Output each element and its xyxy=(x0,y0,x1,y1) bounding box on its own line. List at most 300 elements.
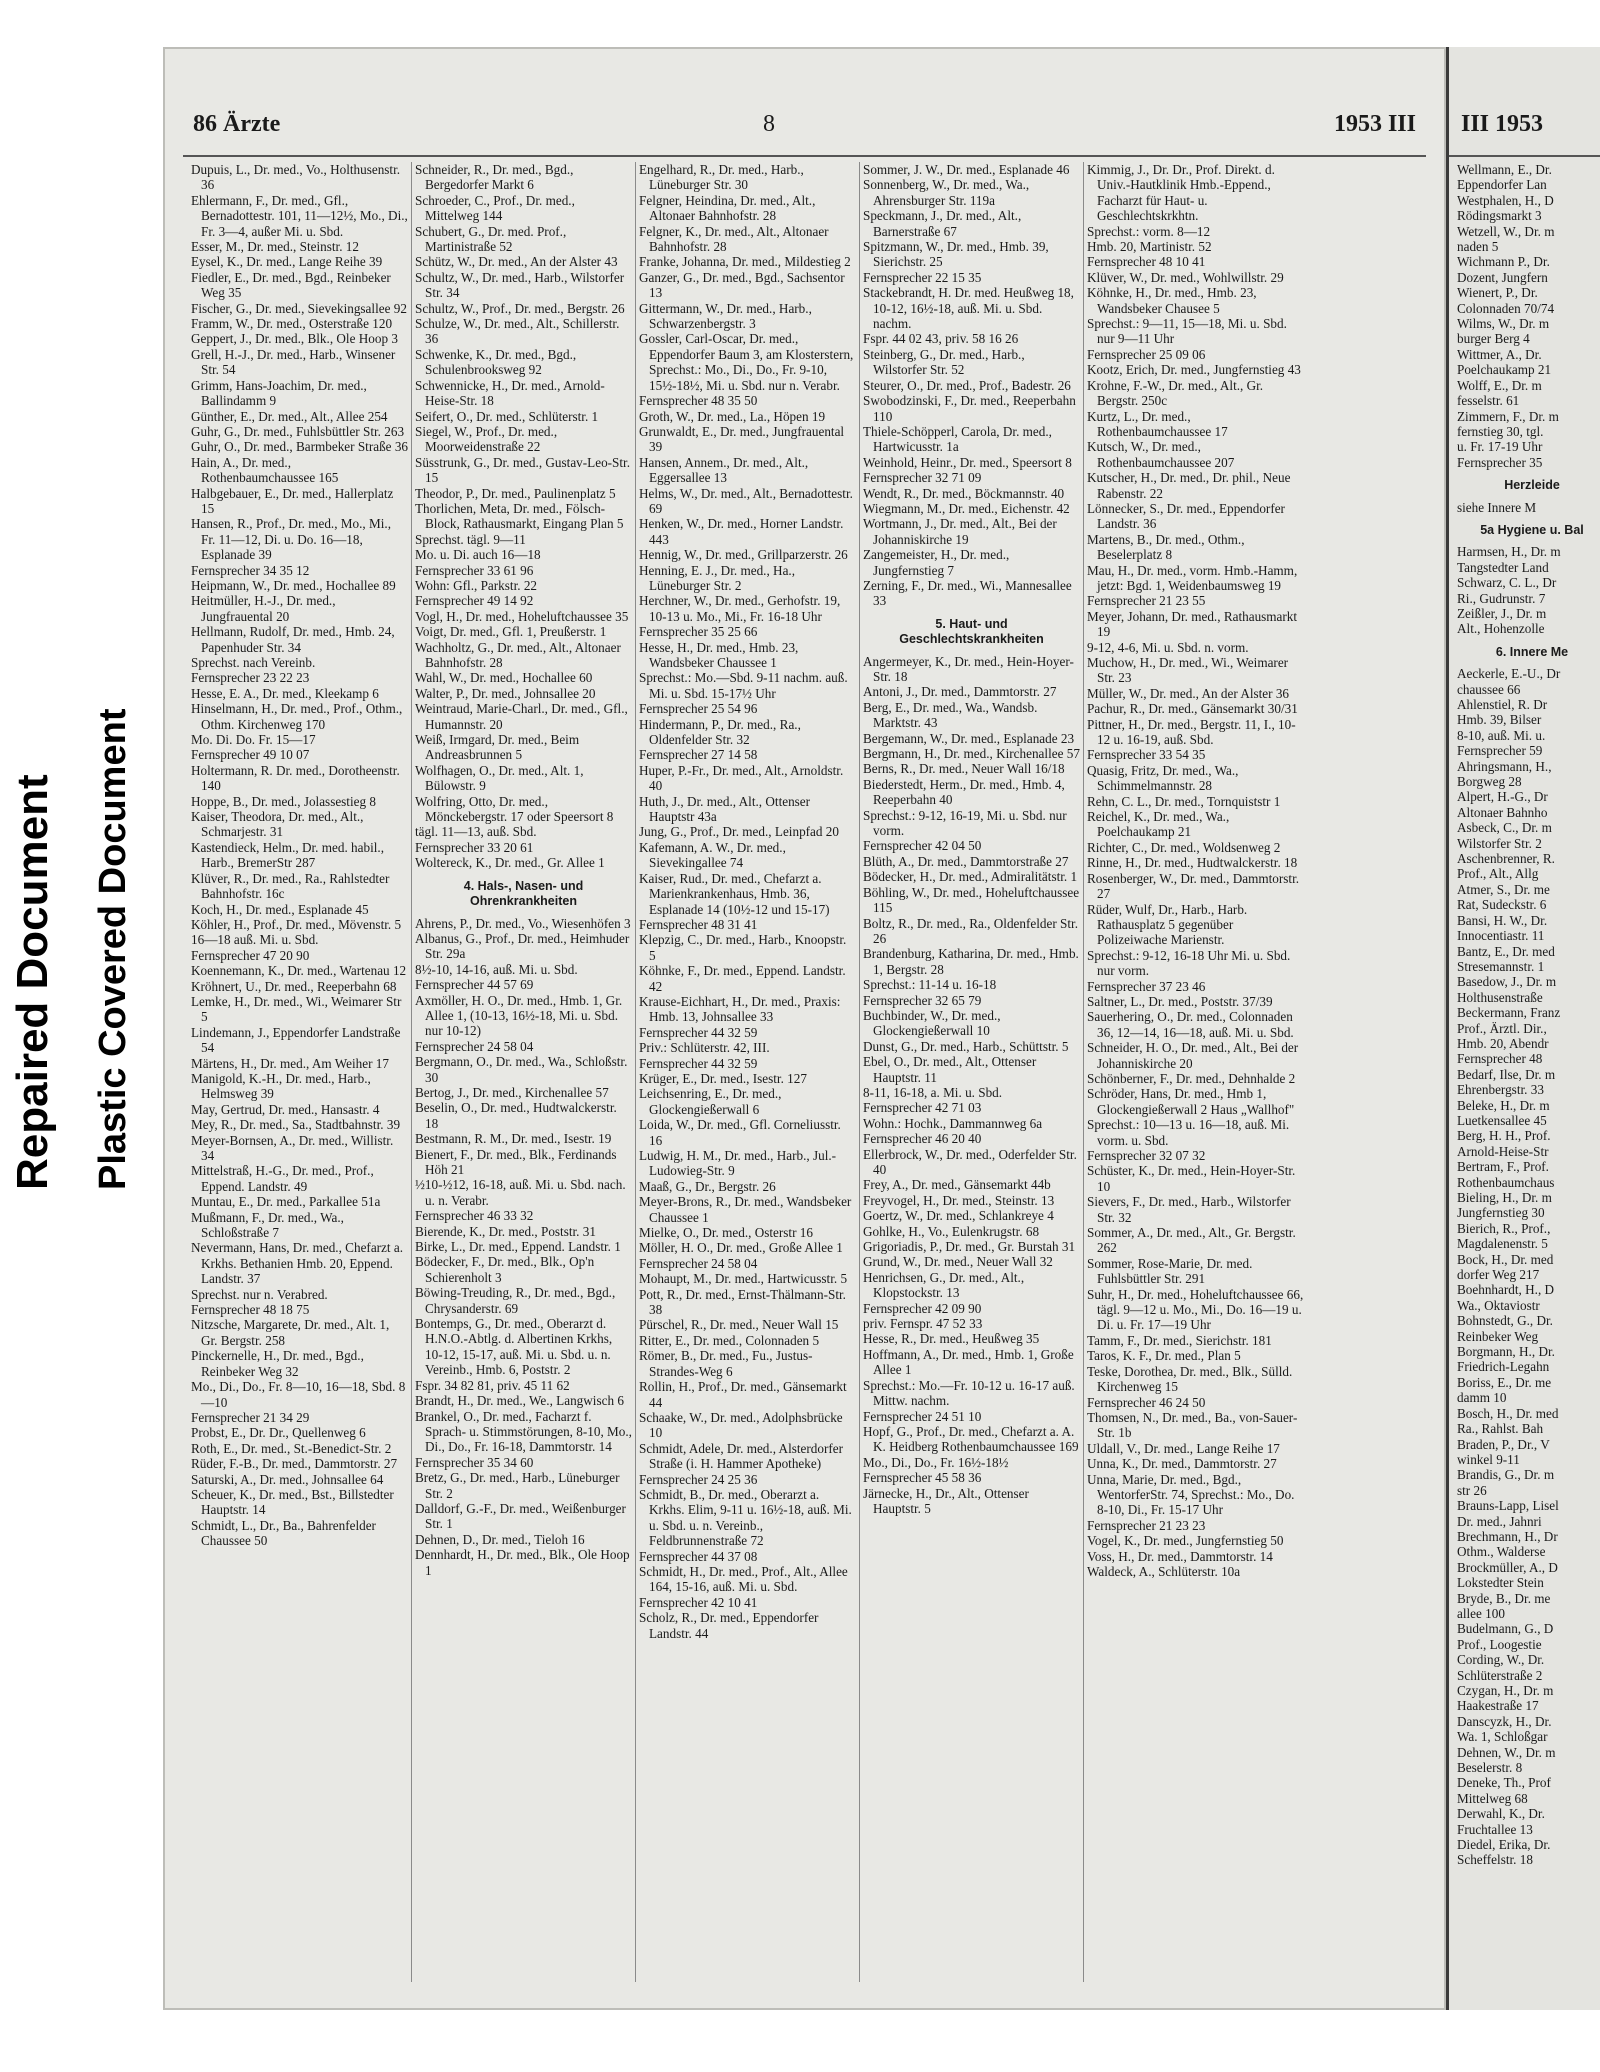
directory-entry: Atmer, S., Dr. me xyxy=(1457,881,1550,897)
directory-entry: damm 10 xyxy=(1457,1390,1507,1406)
directory-entry: str 26 xyxy=(1457,1482,1487,1498)
directory-entry: Fernsprecher 48 18 75 xyxy=(191,1302,310,1318)
section-heading: 4. Hals-, Nasen- und Ohrenkrankheiten xyxy=(463,878,584,909)
directory-entry: Sommer, J. W., Dr. med., Esplanade 46 xyxy=(863,162,1070,177)
directory-entry: Koennemann, K., Dr. med., Wartenau 12 xyxy=(191,963,407,979)
directory-entry: Derwahl, K., Dr. xyxy=(1457,1806,1545,1822)
directory-entry: Berg, H. H., Prof. xyxy=(1457,1128,1551,1144)
directory-entry: Bergmann, O., Dr. med., Wa., Schloßstr. 30 xyxy=(415,1054,628,1085)
directory-entry: Leichsenring, E., Dr. med., Glockengießerwall 6 xyxy=(639,1086,782,1117)
directory-entry: Märtens, H., Dr. med., Am Weiher 17 xyxy=(191,1055,389,1071)
directory-entry: Berns, R., Dr. med., Neuer Wall 16/18 xyxy=(863,761,1065,777)
directory-entry: Kröhnert, U., Dr. med., Reeperbahn 68 xyxy=(191,978,397,994)
directory-entry: Dupuis, L., Dr. med., Vo., Holthusenstr. 36 xyxy=(191,162,401,193)
directory-entry: Teske, Dorothea, Dr. med., Blk., Sülld. Kirchenweg 15 xyxy=(1087,1363,1293,1395)
directory-entry: Brandenburg, Katharina, Dr. med., Hmb. 1, Bergstr. 28 xyxy=(863,946,1079,977)
directory-entry: Framm, W., Dr. med., Osterstraße 120 xyxy=(191,316,393,332)
directory-entry: Nitzsche, Margarete, Dr. med., Alt. 1, Gr. Bergstr. 258 xyxy=(191,1317,390,1348)
directory-entry: Hesse, H., Dr. med., Hmb. 23, Wandsbeker Chaussee 1 xyxy=(639,639,799,670)
directory-entry: Schultz, W., Dr. med., Harb., Wilstorfer Str. 34 xyxy=(415,269,625,301)
directory-entry: Fernsprecher 21 23 23 xyxy=(1087,1517,1206,1533)
directory-entry: Schröder, Hans, Dr. med., Hmb 1, Glockengießerwall 2 Haus „Wallhof" xyxy=(1087,1086,1295,1117)
directory-entry: Muntau, E., Dr. med., Parkallee 51a xyxy=(191,1194,381,1210)
directory-entry: Antoni, J., Dr. med., Dammtorstr. 27 xyxy=(863,684,1057,700)
directory-entry: Freyvogel, H., Dr. med., Steinstr. 13 xyxy=(863,1192,1055,1208)
directory-entry: Fernsprecher 42 04 50 xyxy=(863,838,982,854)
directory-entry: Wohn.: Hochk., Dammannweg 6a xyxy=(863,1115,1043,1131)
directory-entry: Tamm, F., Dr. med., Sierichstr. 181 xyxy=(1087,1332,1272,1348)
directory-entry: Voss, H., Dr. med., Dammtorstr. 14 xyxy=(1087,1548,1273,1564)
directory-entry: Ahlenstiel, R. Dr xyxy=(1457,697,1548,712)
directory-entry: Kimmig, J., Dr. Dr., Prof. Direkt. d. Univ.-Hautklinik Hmb.-Eppend., Facharzt für Haut- u. Geschlechtskrkhtn. xyxy=(1087,162,1275,224)
directory-entry: Heitmüller, H.-J., Dr. med., Jungfrauental 20 xyxy=(191,593,336,624)
directory-entry: Alt., Hohenzolle xyxy=(1457,621,1545,637)
directory-entry: Engelhard, R., Dr. med., Harb., Lüneburger Str. 30 xyxy=(639,162,804,193)
directory-entry: Fernsprecher 23 22 23 xyxy=(191,670,310,686)
directory-entry: Fspr. 34 82 81, priv. 45 11 62 xyxy=(415,1377,570,1393)
side-labels xyxy=(0,0,160,2072)
directory-entry: Meyer-Brons, R., Dr. med., Wandsbeker Chaussee 1 xyxy=(639,1194,852,1225)
directory-entry: siehe Innere M xyxy=(1457,499,1537,515)
directory-entry: 9-12, 4-6, Mi. u. Sbd. n. vorm. xyxy=(1087,639,1249,655)
directory-entry: Rödingsmarkt 3 xyxy=(1457,208,1542,224)
directory-entry: Martens, B., Dr. med., Othm., Beselerplatz 8 xyxy=(1087,531,1245,563)
directory-entry: Kutsch, W., Dr. med., Rothenbaumchaussee 207 xyxy=(1087,439,1235,470)
directory-entry: Schütz, W., Dr. med., An der Alster 43 xyxy=(415,254,618,270)
directory-entry: Halbgebauer, E., Dr. med., Hallerplatz 15 xyxy=(191,485,394,516)
directory-entry: Fernsprecher 22 15 35 xyxy=(863,269,982,285)
directory-entry: Mittelweg 68 xyxy=(1457,1790,1528,1806)
directory-entry: Wolff, E., Dr. m xyxy=(1457,377,1542,393)
directory-entry: Probst, E., Dr. Dr., Quellenweg 6 xyxy=(191,1425,366,1441)
directory-columns xyxy=(188,162,1428,1982)
directory-entry: Pittner, H., Dr. med., Bergstr. 11, I., 10-12 u. 16-19, auß. Sbd. xyxy=(1087,716,1296,748)
directory-entry: Kutscher, H., Dr. med., Dr. phil., Neue Rabenstr. 22 xyxy=(1087,470,1291,501)
directory-entry: Bödecker, H., Dr. med., Admiralitätstr. 1 xyxy=(863,869,1078,885)
directory-entry: Budelmann, G., D xyxy=(1457,1621,1554,1637)
directory-entry: Schultz, W., Prof., Dr. med., Bergstr. 26 xyxy=(415,300,625,316)
directory-entry: Brauns-Lapp, Lisel xyxy=(1457,1498,1559,1514)
directory-entry: Kaiser, Theodora, Dr. med., Alt., Schmarjestr. 31 xyxy=(191,809,364,840)
directory-entry: Fernsprecher 47 20 90 xyxy=(191,947,310,963)
directory-entry: Schüster, K., Dr. med., Hein-Hoyer-Str. 10 xyxy=(1087,1163,1296,1194)
directory-entry: Bierende, K., Dr. med., Poststr. 31 xyxy=(415,1223,596,1239)
directory-entry: Fernsprecher 24 58 04 xyxy=(639,1255,758,1271)
directory-entry: Muchow, H., Dr. med., Wi., Weimarer Str. 23 xyxy=(1087,655,1289,686)
directory-entry: Esser, M., Dr. med., Steinstr. 12 xyxy=(191,239,359,255)
directory-entry: Swobodzinski, F., Dr. med., Reeperbahn 110 xyxy=(863,393,1076,424)
directory-entry: Herchner, W., Dr. med., Gerhofstr. 19, 10-13 u. Mo., Mi., Fr. 16-18 Uhr xyxy=(639,593,841,624)
directory-entry: Birke, L., Dr. med., Eppend. Landstr. 1 xyxy=(415,1239,621,1255)
directory-entry: Walter, P., Dr. med., Johnsallee 20 xyxy=(415,685,596,701)
directory-entry: Suhr, H., Dr. med., Hoheluftchaussee 66, tägl. 9—12 u. Mo., Mi., Do. 16—19 u. Di. u. Fr. 17—19 Uhr xyxy=(1087,1286,1304,1333)
directory-entry: Scheuer, K., Dr. med., Bst., Billstedter Hauptstr. 14 xyxy=(191,1486,394,1518)
directory-entry: Friedrich-Legahn xyxy=(1457,1359,1550,1375)
directory-entry: Brockmüller, A., D xyxy=(1457,1559,1558,1575)
directory-entry: Sprechst. tägl. 9—11 xyxy=(415,531,526,547)
directory-entry: Günther, E., Dr. med., Alt., Allee 254 xyxy=(191,408,388,424)
directory-entry: Bontemps, G., Dr. med., Oberarzt d. H.N.O.-Abtlg. d. Albertinen Krkhs, 10-12, 15-17, auß. Mi. u. Sbd. u. n. Vereinb., Hmb. 6, Poststr. 2 xyxy=(415,1316,613,1378)
directory-entry: Wortmann, J., Dr. med., Alt., Bei der Johanniskirche 19 xyxy=(863,516,1057,547)
directory-entry: Fernsprecher 37 23 46 xyxy=(1087,978,1206,994)
directory-entry: Woltereck, K., Dr. med., Gr. Allee 1 xyxy=(415,855,605,871)
directory-entry: Fischer, G., Dr. med., Sievekingsallee 92 xyxy=(191,300,407,316)
directory-entry: Bertog, J., Dr. med., Kirchenallee 57 xyxy=(415,1084,609,1100)
directory-entry: Pinckernelle, H., Dr. med., Bgd., Reinbeker Weg 32 xyxy=(191,1348,364,1379)
directory-entry: Boltz, R., Dr. med., Ra., Oldenfelder Str. 26 xyxy=(863,915,1078,946)
directory-entry: Lönnecker, S., Dr. med., Eppendorfer Landstr. 36 xyxy=(1087,500,1285,532)
directory-entry: Rüder, F.-B., Dr. med., Dammtorstr. 27 xyxy=(191,1456,398,1472)
directory-entry: Sonnenberg, W., Dr. med., Wa., Ahrensburger Str. 119a xyxy=(863,177,1030,208)
directory-page xyxy=(163,47,1446,2010)
directory-entry: Vogel, K., Dr. med., Jungfernstieg 50 xyxy=(1087,1533,1284,1549)
directory-entry: Saltner, L., Dr. med., Poststr. 37/39 xyxy=(1087,993,1273,1009)
directory-entry: Speckmann, J., Dr. med., Alt., Barnerstraße 67 xyxy=(863,208,1022,239)
directory-entry: Koch, H., Dr. med., Esplanade 45 xyxy=(191,901,369,917)
directory-entry: Schönberner, F., Dr. med., Dehnhalde 2 xyxy=(1087,1070,1296,1086)
directory-entry: Zerning, F., Dr. med., Wi., Mannesallee 33 xyxy=(863,577,1072,609)
directory-entry: Colonnaden 70/74 xyxy=(1457,300,1555,316)
directory-entry: Schneider, H. O., Dr. med., Alt., Bei der Johanniskirche 20 xyxy=(1087,1040,1299,1071)
directory-entry: Prof., Ärztl. Dir., xyxy=(1457,1020,1547,1036)
directory-entry: u. Fr. 17-19 Uhr xyxy=(1457,439,1543,455)
directory-entry: Wendt, R., Dr. med., Böckmannstr. 40 xyxy=(863,485,1065,501)
directory-entry: Schubert, G., Dr. med. Prof., Martinistraße 52 xyxy=(415,223,567,255)
directory-entry: Albanus, G., Prof., Dr. med., Heimhuder Str. 29a xyxy=(415,930,630,962)
directory-entry: Böhling, W., Dr. med., Hoheluftchaussee 115 xyxy=(863,884,1080,916)
directory-entry: Fernsprecher 46 20 40 xyxy=(863,1131,982,1147)
directory-entry: Römer, B., Dr. med., Fu., Justus-Strandes-Weg 6 xyxy=(639,1348,813,1379)
directory-entry: Sprechst.: 9-12, 16-19, Mi. u. Sbd. nur vorm. xyxy=(863,807,1067,839)
directory-entry: Huth, J., Dr. med., Alt., Ottenser Hauptstr 43a xyxy=(639,793,811,825)
directory-entry: Fernsprecher 35 25 66 xyxy=(639,624,758,640)
directory-entry: Fspr. 44 02 43, priv. 58 16 26 xyxy=(863,331,1019,347)
directory-entry: Basedow, J., Dr. m xyxy=(1457,974,1557,990)
directory-entry: Weintraud, Marie-Charl., Dr. med., Gfl., Humannstr. 20 xyxy=(415,701,628,732)
directory-entry: Mo., Di., Do., Fr. 16½-18½ xyxy=(863,1454,1009,1470)
directory-entry: Bödecker, F., Dr. med., Blk., Op'n Schierenholt 3 xyxy=(415,1254,595,1285)
directory-entry: Wilms, W., Dr. m xyxy=(1457,316,1550,332)
facing-page-edge xyxy=(1446,47,1600,2010)
directory-entry: Boehnhardt, H., D xyxy=(1457,1282,1555,1298)
directory-entry: Hmb. 20, Martinistr. 52 xyxy=(1087,239,1212,255)
directory-entry: Fruchtallee 13 xyxy=(1457,1821,1533,1837)
directory-entry: Eysel, K., Dr. med., Lange Reihe 39 xyxy=(191,254,383,270)
directory-entry: Schmidt, Adele, Dr. med., Alsterdorfer Straße (i. H. Hammer Apotheke) xyxy=(639,1440,843,1472)
directory-column-5 xyxy=(1084,162,1308,1982)
directory-entry: Schlüterstraße 2 xyxy=(1457,1667,1543,1683)
directory-entry: Bryde, B., Dr. me xyxy=(1457,1590,1551,1606)
directory-entry: Hoppe, B., Dr. med., Jolassestieg 8 xyxy=(191,793,376,809)
directory-entry: Wolfring, Otto, Dr. med., Mönckebergstr. 17 oder Speersort 8 xyxy=(415,793,614,825)
directory-entry: 16—18 auß. Mi. u. Sbd. xyxy=(191,932,319,948)
directory-entry: Goertz, W., Dr. med., Schlankreye 4 xyxy=(863,1208,1054,1224)
directory-entry: Schwenke, K., Dr. med., Bgd., Schulenbrooksweg 92 xyxy=(415,346,577,378)
directory-entry: Bertram, F., Prof. xyxy=(1457,1159,1549,1175)
directory-entry: Sommer, A., Dr. med., Alt., Gr. Bergstr. 262 xyxy=(1087,1225,1296,1256)
directory-entry: Sprechst.: 9—11, 15—18, Mi. u. Sbd. nur 9—11 Uhr xyxy=(1087,316,1287,347)
directory-entry: Fernsprecher 35 34 60 xyxy=(415,1454,534,1470)
directory-entry: Sommer, Rose-Marie, Dr. med. Fuhlsbüttler Str. 291 xyxy=(1087,1255,1253,1287)
directory-entry: Reichel, K., Dr. med., Wa., Poelchaukamp 21 xyxy=(1087,809,1230,840)
directory-entry: Gohlke, H., Vo., Eulenkrugstr. 68 xyxy=(863,1223,1040,1239)
directory-entry: Scheffelstr. 18 xyxy=(1457,1852,1533,1868)
directory-entry: Fernsprecher 49 14 92 xyxy=(415,593,534,609)
directory-entry: Guhr, O., Dr. med., Barmbeker Straße 36 xyxy=(191,439,409,455)
directory-entry: Angermeyer, K., Dr. med., Hein-Hoyer-Str. 18 xyxy=(863,653,1074,684)
directory-entry: Fernsprecher 33 54 35 xyxy=(1087,747,1206,763)
directory-entry: Wohn: Gfl., Parkstr. 22 xyxy=(415,577,538,593)
directory-entry: Harmsen, H., Dr. m xyxy=(1457,544,1561,560)
directory-entry: Ganzer, G., Dr. med., Bgd., Sachsentor 13 xyxy=(639,269,845,301)
directory-entry: Pürschel, R., Dr. med., Neuer Wall 15 xyxy=(639,1317,839,1333)
directory-column-2 xyxy=(412,162,636,1982)
directory-entry: Uldall, V., Dr. med., Lange Reihe 17 xyxy=(1087,1440,1280,1456)
directory-entry: Fernsprecher 32 07 32 xyxy=(1087,1148,1206,1163)
directory-entry: Thomsen, N., Dr. med., Ba., von-Sauer-Str. 1b xyxy=(1087,1409,1298,1441)
directory-entry: Bienert, F., Dr. med., Blk., Ferdinands Höh 21 xyxy=(415,1146,617,1177)
directory-entry: Fernsprecher 45 58 36 xyxy=(863,1470,982,1486)
directory-entry: priv. Fernspr. 47 52 33 xyxy=(863,1316,983,1332)
directory-entry: Fernsprecher 25 09 06 xyxy=(1087,346,1206,362)
directory-entry: Rollin, H., Prof., Dr. med., Gänsemarkt 44 xyxy=(639,1379,847,1410)
directory-entry: Brandis, G., Dr. m xyxy=(1457,1467,1555,1483)
directory-entry: Ellerbrock, W., Dr. med., Oderfelder Str. 40 xyxy=(863,1146,1077,1177)
directory-entry: Schroeder, C., Prof., Dr. med., Mittelweg 144 xyxy=(415,192,575,224)
directory-entry: Rothenbaumchaus xyxy=(1457,1174,1555,1190)
directory-column-4 xyxy=(860,162,1084,1982)
directory-entry: Dehnen, D., Dr. med., Tieloh 16 xyxy=(415,1531,585,1547)
directory-entry: Ahringsmann, H., xyxy=(1457,758,1552,774)
directory-entry: Hoffmann, A., Dr. med., Hmb. 1, Große Allee 1 xyxy=(863,1346,1074,1378)
directory-entry: Buchbinder, W., Dr. med., Glockengießerwall 10 xyxy=(863,1007,1001,1039)
plastic-covered-label: Plastic Covered Document xyxy=(92,708,134,1190)
directory-entry: Alpert, H.-G., Dr xyxy=(1457,789,1548,805)
section-heading: 5. Haut- und Geschlechtskrankheiten xyxy=(899,616,1044,647)
directory-entry: Haakestraße 17 xyxy=(1457,1698,1539,1714)
directory-entry: Czygan, H., Dr. m xyxy=(1457,1683,1554,1698)
directory-entry: Klepzig, C., Dr. med., Harb., Knoopstr. 5 xyxy=(639,932,847,963)
directory-entry: Steinberg, G., Dr. med., Harb., Wilstorfer Str. 52 xyxy=(863,346,1025,378)
directory-entry: Beleke, H., Dr. m xyxy=(1457,1097,1550,1113)
directory-entry: Luetkensallee 45 xyxy=(1457,1112,1547,1128)
directory-entry: Huper, P.-Fr., Dr. med., Alt., Arnoldstr. 40 xyxy=(639,762,844,794)
directory-entry: Dalldorf, G.-F., Dr. med., Weißenburger Str. 1 xyxy=(415,1500,626,1532)
directory-entry: Altonaer Bahnho xyxy=(1457,804,1548,820)
directory-entry: Lemke, H., Dr. med., Wi., Weimarer Str 5 xyxy=(191,993,402,1025)
directory-entry: fernstieg 30, tgl. xyxy=(1457,423,1544,439)
directory-entry: Braden, P., Dr., V xyxy=(1457,1436,1550,1452)
directory-entry: Fernsprecher 24 25 36 xyxy=(639,1471,758,1487)
directory-entry: Süsstrunk, G., Dr. med., Gustav-Leo-Str. 15 xyxy=(415,454,631,486)
directory-entry: Hindermann, P., Dr. med., Ra., Oldenfelder Str. 32 xyxy=(639,716,801,748)
directory-entry: Meyer-Bornsen, A., Dr. med., Willistr. 34 xyxy=(191,1132,394,1163)
directory-entry: Sprechst.: Mo.—Sbd. 9-11 nachm. auß. Mi. u. Sbd. 15-17½ Uhr xyxy=(639,670,848,701)
directory-entry: Lindemann, J., Eppendorfer Landstraße 54 xyxy=(191,1024,401,1056)
directory-entry: Scholz, R., Dr. med., Eppendorfer Landstr. 44 xyxy=(639,1610,819,1641)
directory-entry: Biederstedt, Herm., Dr. med., Hmb. 4, Reeperbahn 40 xyxy=(863,776,1065,808)
directory-entry: Fernsprecher 21 23 55 xyxy=(1087,593,1206,609)
directory-entry: Weinhold, Heinr., Dr. med., Speersort 8 xyxy=(863,454,1072,470)
directory-entry: Hmb. 39, Bilser xyxy=(1457,712,1542,728)
directory-entry: Wienert, P., Dr. xyxy=(1457,285,1538,301)
directory-entry: Prof., Loogestie xyxy=(1457,1636,1542,1652)
directory-entry: Saturski, A., Dr. med., Johnsallee 64 xyxy=(191,1471,384,1487)
directory-entry: Deneke, Th., Prof xyxy=(1457,1775,1551,1791)
directory-entry: Thorlichen, Meta, Dr. med., Fölsch-Block, Rathausmarkt, Eingang Plan 5 xyxy=(415,500,624,532)
directory-entry: winkel 9-11 xyxy=(1457,1451,1520,1467)
directory-entry: Grunwaldt, E., Dr. med., Jungfrauental 39 xyxy=(639,423,845,455)
directory-entry: Voigt, Dr. med., Gfl. 1, Preußerstr. 1 xyxy=(415,624,607,640)
directory-entry: Eppendorfer Lan xyxy=(1457,177,1547,193)
directory-entry: Wellmann, E., Dr. xyxy=(1457,162,1552,177)
directory-entry: Bergmann, H., Dr. med., Kirchenallee 57 xyxy=(863,746,1080,762)
directory-entry: Groth, W., Dr. med., La., Höpen 19 xyxy=(639,408,826,424)
directory-entry: Tangstedter Land xyxy=(1457,559,1549,575)
directory-entry: Jungfernstieg 30 xyxy=(1457,1205,1545,1221)
directory-entry: Holtermann, R. Dr. med., Dorotheenstr. 140 xyxy=(191,762,400,794)
directory-entry: Fernsprecher 42 10 41 xyxy=(639,1594,758,1610)
directory-entry: Westphalen, H., D xyxy=(1457,192,1554,208)
directory-entry: Brandt, H., Dr. med., We., Langwisch 6 xyxy=(415,1393,624,1409)
directory-entry: Gossler, Carl-Oscar, Dr. med., Eppendorfer Baum 3, am Klosterstern, Sprechst.: Mo., Di., Do., Fr. 9-10, 15½-18½, Mi. u. Sbd. nur n. Verabr. xyxy=(639,331,854,393)
directory-entry: Blüth, A., Dr. med., Dammtorstraße 27 xyxy=(863,853,1069,869)
directory-entry: naden 5 xyxy=(1457,239,1499,255)
directory-entry: Köhler, H., Prof., Dr. med., Mövenstr. 5 xyxy=(191,916,402,932)
directory-entry: Fernsprecher 25 54 96 xyxy=(639,701,758,717)
directory-entry: Bretz, G., Dr. med., Harb., Lüneburger Str. 2 xyxy=(415,1470,620,1501)
directory-entry: Schulze, W., Dr. med., Alt., Schillerstr. 36 xyxy=(415,316,620,347)
facing-running-head: III 1953 xyxy=(1461,111,1544,137)
directory-entry: Ri., Gudrunstr. 7 xyxy=(1457,590,1546,606)
directory-entry: Ludwig, H. M., Dr. med., Harb., Jul.-Ludowieg-Str. 9 xyxy=(639,1148,837,1179)
directory-entry: Wa., Oktaviostr xyxy=(1457,1297,1540,1313)
directory-entry: Böwing-Treuding, R., Dr. med., Bgd., Chrysanderstr. 69 xyxy=(415,1285,616,1316)
directory-entry: Helms, W., Dr. med., Alt., Bernadottestr. 69 xyxy=(639,485,853,516)
directory-entry: Fernsprecher 33 61 96 xyxy=(415,562,534,578)
directory-entry: Kootz, Erich, Dr. med., Jungfernstieg 43 xyxy=(1087,362,1301,378)
directory-entry: Mey, R., Dr. med., Sa., Stadtbahnstr. 39 xyxy=(191,1117,401,1133)
directory-entry: Axmöller, H. O., Dr. med., Hmb. 1, Gr. Allee 1, (10-13, 16½-18, Mi. u. Sbd. nur 10-12) xyxy=(415,992,623,1039)
directory-entry: Stresemannstr. 1 xyxy=(1457,958,1545,974)
directory-entry: Hesse, E. A., Dr. med., Kleekamp 6 xyxy=(191,685,379,701)
directory-entry: Mielke, O., Dr. med., Osterstr 16 xyxy=(639,1225,813,1241)
directory-entry: Unna, K., Dr. med., Dammtorstr. 27 xyxy=(1087,1456,1277,1472)
directory-entry: Borgmann, H., Dr. xyxy=(1457,1344,1555,1360)
directory-entry: Wetzell, W., Dr. m xyxy=(1457,223,1555,239)
directory-entry: Frey, A., Dr. med., Gänsemarkt 44b xyxy=(863,1177,1051,1193)
directory-entry: Lokstedter Stein xyxy=(1457,1575,1544,1591)
directory-entry: Geppert, J., Dr. med., Blk., Ole Hoop 3 xyxy=(191,331,398,347)
directory-entry: Fernsprecher 32 71 09 xyxy=(863,470,982,486)
directory-entry: Grimm, Hans-Joachim, Dr. med., Ballindamm 9 xyxy=(191,377,367,409)
directory-entry: Bohnstedt, G., Dr. xyxy=(1457,1313,1553,1329)
directory-entry: Sprechst.: Mo.—Fr. 10-12 u. 16-17 auß. Mittw. nachm. xyxy=(863,1377,1075,1409)
directory-entry: allee 100 xyxy=(1457,1605,1505,1621)
directory-entry: Bosch, H., Dr. med xyxy=(1457,1405,1559,1421)
directory-entry: Ahrens, P., Dr. med., Vo., Wiesenhöfen 3 xyxy=(415,915,631,931)
directory-entry: Fernsprecher 44 57 69 xyxy=(415,977,534,993)
directory-entry: Krüger, E., Dr. med., Isestr. 127 xyxy=(639,1070,807,1086)
directory-entry: Müller, W., Dr. med., An der Alster 36 xyxy=(1087,685,1290,701)
directory-entry: Fernsprecher 27 14 58 xyxy=(639,747,758,763)
directory-entry: Poelchaukamp 21 xyxy=(1457,362,1552,378)
directory-entry: Henken, W., Dr. med., Horner Landstr. 443 xyxy=(639,516,844,547)
directory-entry: Wa. 1, Schloßgar xyxy=(1457,1729,1548,1745)
directory-entry: Vogl, H., Dr. med., Hoheluftchaussee 35 xyxy=(415,608,629,624)
directory-entry: chaussee 66 xyxy=(1457,681,1521,697)
directory-entry: Franke, Johanna, Dr. med., Mildestieg 2 xyxy=(639,254,851,270)
directory-entry: Seifert, O., Dr. med., Schlüterstr. 1 xyxy=(415,408,599,424)
directory-entry: Sprechst.: 10—13 u. 16—18, auß. Mi. vorm. u. Sbd. xyxy=(1087,1117,1290,1148)
directory-entry: Ebel, O., Dr. med., Alt., Ottenser Hauptstr. 11 xyxy=(863,1054,1037,1085)
directory-entry: Sprechst.: 11-14 u. 16-18 xyxy=(863,977,997,993)
directory-entry: Felgner, Heindina, Dr. med., Alt., Altonaer Bahnhofstr. 28 xyxy=(639,192,816,224)
directory-entry: Othm., Walderse xyxy=(1457,1544,1546,1560)
directory-entry: Danscyzk, H., Dr. xyxy=(1457,1713,1552,1729)
directory-entry: Bedarf, Ilse, Dr. m xyxy=(1457,1066,1556,1082)
directory-entry: Sievers, F., Dr. med., Harb., Wilstorfer Str. 32 xyxy=(1087,1194,1291,1225)
directory-entry: Fernsprecher 49 10 07 xyxy=(191,747,310,763)
directory-entry: Mohaupt, M., Dr. med., Hartwicusstr. 5 xyxy=(639,1271,848,1287)
directory-entry: Fernsprecher 24 58 04 xyxy=(415,1038,534,1054)
directory-entry: Järnecke, H., Dr., Alt., Ottenser Hauptstr. 5 xyxy=(863,1485,1029,1516)
repaired-document-label: Repaired Document xyxy=(8,774,57,1190)
directory-entry: Hinselmann, H., Dr. med., Prof., Othm., Othm. Kirchenweg 170 xyxy=(191,701,403,732)
directory-entry: Nevermann, Hans, Dr. med., Chefarzt a. Krkhs. Bethanien Hmb. 20, Eppend. Landstr. 37 xyxy=(191,1240,404,1287)
directory-entry: Bierich, R., Prof., xyxy=(1457,1220,1551,1236)
directory-entry: Hennig, W., Dr. med., Grillparzerstr. 26 xyxy=(639,547,848,563)
directory-entry: Dunst, G., Dr. med., Harb., Schüttstr. 5 xyxy=(863,1038,1069,1054)
directory-entry: Grigoriadis, P., Dr. med., Gr. Burstah 31 xyxy=(863,1239,1076,1255)
directory-entry: Schaake, W., Dr. med., Adolphsbrücke 10 xyxy=(639,1409,843,1441)
directory-entry: Beselin, O., Dr. med., Hudtwalckerstr. 18 xyxy=(415,1100,617,1131)
directory-entry: Reinbeker Weg xyxy=(1457,1328,1539,1344)
directory-entry: Mußmann, F., Dr. med., Wa., Schloßstraße 7 xyxy=(191,1209,344,1241)
directory-entry: Fernsprecher 42 09 90 xyxy=(863,1300,982,1316)
directory-entry: Grund, W., Dr. med., Neuer Wall 32 xyxy=(863,1254,1053,1270)
directory-entry: Fernsprecher 44 37 08 xyxy=(639,1548,758,1564)
directory-entry: Cording, W., Dr. xyxy=(1457,1652,1545,1668)
directory-entry: Magdalenenstr. 5 xyxy=(1457,1236,1548,1252)
directory-entry: 8-11, 16-18, a. Mi. u. Sbd. xyxy=(863,1084,1003,1100)
directory-entry: Wachholtz, G., Dr. med., Alt., Altonaer Bahnhofstr. 28 xyxy=(415,639,621,670)
directory-entry: Schmidt, B., Dr. med., Oberarzt a. Krkhs. Elim, 9-11 u. 16½-18, auß. Mi. u. Sbd. u. n. Vereinb., Feldbrunnenstraße 72 xyxy=(639,1486,852,1549)
directory-entry: Brankel, O., Dr. med., Facharzt f. Sprach- u. Stimmstörungen, 8-10, Mo., Di., Do., Fr. 16-18, Dammtorstr. 14 xyxy=(415,1408,632,1455)
directory-entry: Wilstorfer Str. 2 xyxy=(1457,835,1542,851)
directory-entry: Mittelstraß, H.-G., Dr. med., Prof., Eppend. Landstr. 49 xyxy=(191,1163,374,1194)
directory-entry: Wichmann P., Dr. xyxy=(1457,254,1550,270)
directory-entry: Kastendieck, Helm., Dr. med. habil., Harb., BremerStr 287 xyxy=(191,839,385,871)
directory-entry: Fernsprecher 46 33 32 xyxy=(415,1208,534,1224)
directory-entry: fesselstr. 61 xyxy=(1457,393,1520,409)
directory-entry: Klüver, R., Dr. med., Ra., Rahlstedter Bahnhofstr. 16c xyxy=(191,870,390,902)
directory-entry: Hansen, Annem., Dr. med., Alt., Eggersallee 13 xyxy=(639,454,809,486)
directory-entry: Fernsprecher 46 24 50 xyxy=(1087,1394,1206,1410)
directory-entry: Sauerhering, O., Dr. med., Colonnaden 36, 12—14, 16—18, auß. Mi. u. Sbd. xyxy=(1087,1009,1294,1040)
directory-entry: Priv.: Schlüterstr. 42, III. xyxy=(639,1040,770,1056)
directory-entry: Krause-Eichhart, H., Dr. med., Praxis: Hmb. 13, Johnsallee 33 xyxy=(639,993,841,1025)
directory-entry: Fernsprecher 44 32 59 xyxy=(639,1024,758,1040)
directory-entry: Rinne, H., Dr. med., Hudtwalckerstr. 18 xyxy=(1087,855,1298,871)
directory-entry: Schmidt, L., Dr., Ba., Bahrenfelder Chaussee 50 xyxy=(191,1517,376,1549)
directory-entry: Fiedler, E., Dr. med., Bgd., Reinbeker Weg 35 xyxy=(191,269,391,301)
directory-entry: Spitzmann, W., Dr. med., Hmb. 39, Sierichstr. 25 xyxy=(863,239,1049,270)
directory-entry: Zeißler, J., Dr. m xyxy=(1457,605,1547,621)
directory-entry: Dehnen, W., Dr. m xyxy=(1457,1744,1556,1760)
directory-entry: Bansi, H. W., Dr. xyxy=(1457,912,1548,928)
directory-entry: Ehlermann, F., Dr. med., Gfl., Bernadottestr. 101, 11—12½, Mo., Di., Fr. 3—4, außer Mi. u. Sbd. xyxy=(191,192,408,239)
